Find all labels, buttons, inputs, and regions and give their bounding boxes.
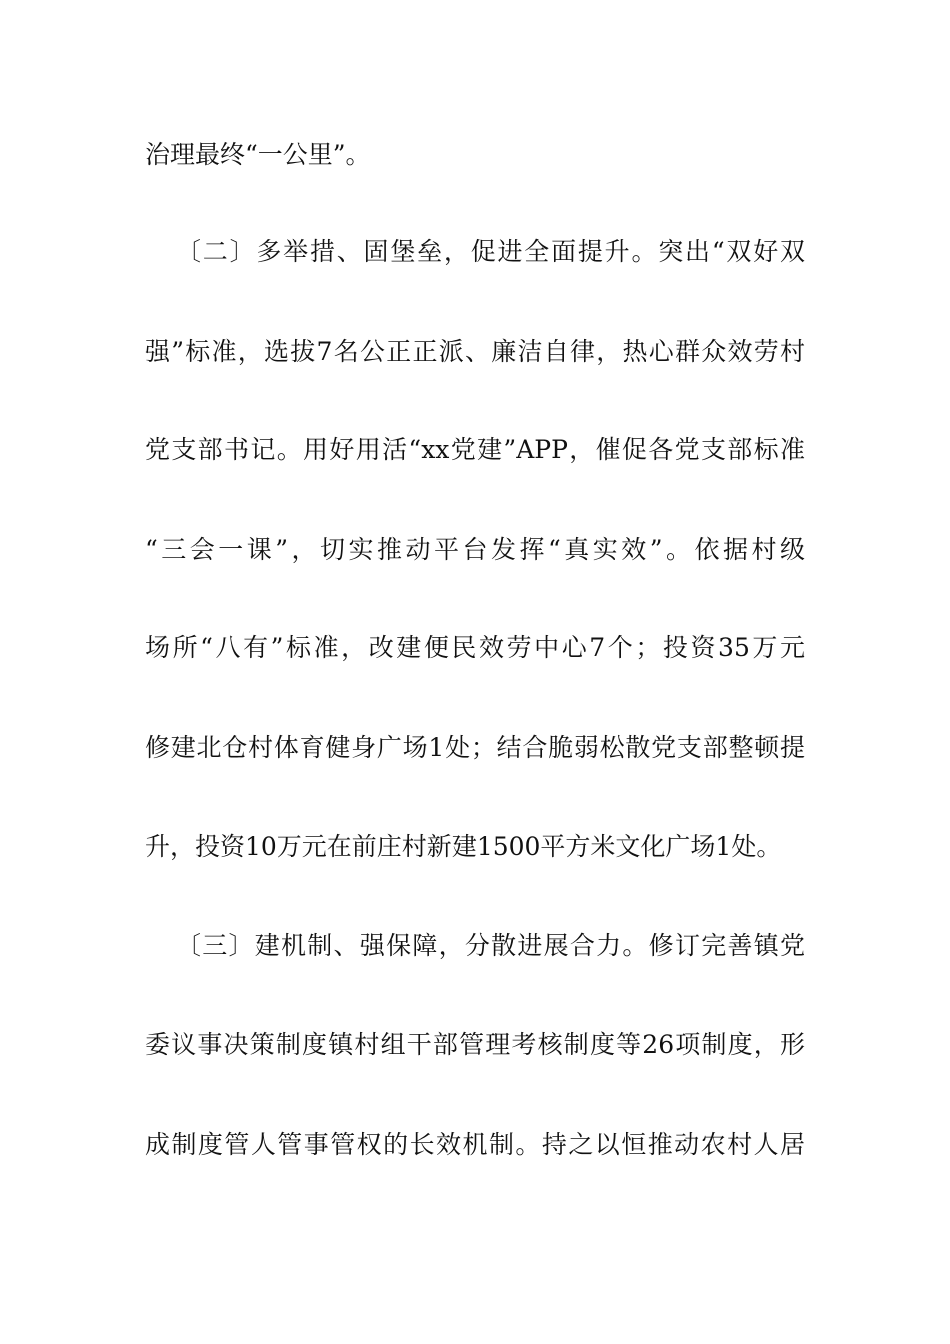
text-line-2: 〔二〕多举措、固堡垒，促进全面提升。突出“双好双 (176, 237, 805, 266)
text-line-5: “三会一课”，切实推动平台发挥“真实效”。依据村级 (145, 535, 805, 564)
text-line-7: 修建北仓村体育健身广场1处；结合脆弱松散党支部整顿提 (145, 733, 805, 762)
text-line-6: 场所“八有”标准，改建便民效劳中心7个；投资35万元 (145, 633, 805, 662)
text-line-4: 党支部书记。用好用活“xx党建”APP，催促各党支部标准 (145, 435, 805, 464)
text-line-10: 委议事决策制度镇村组干部管理考核制度等26项制度，形 (145, 1030, 805, 1059)
text-line-9: 〔三〕建机制、强保障，分散进展合力。修订完善镇党 (176, 931, 805, 960)
text-line-8: 升，投资10万元在前庄村新建1500平方米文化广场1处。 (145, 832, 782, 861)
text-line-3: 强”标准，选拔7名公正正派、廉洁自律，热心群众效劳村 (145, 337, 805, 366)
text-line-11: 成制度管人管事管权的长效机制。持之以恒推动农村人居 (145, 1130, 805, 1159)
text-line-1: 治理最终“一公里”。 (145, 140, 371, 169)
